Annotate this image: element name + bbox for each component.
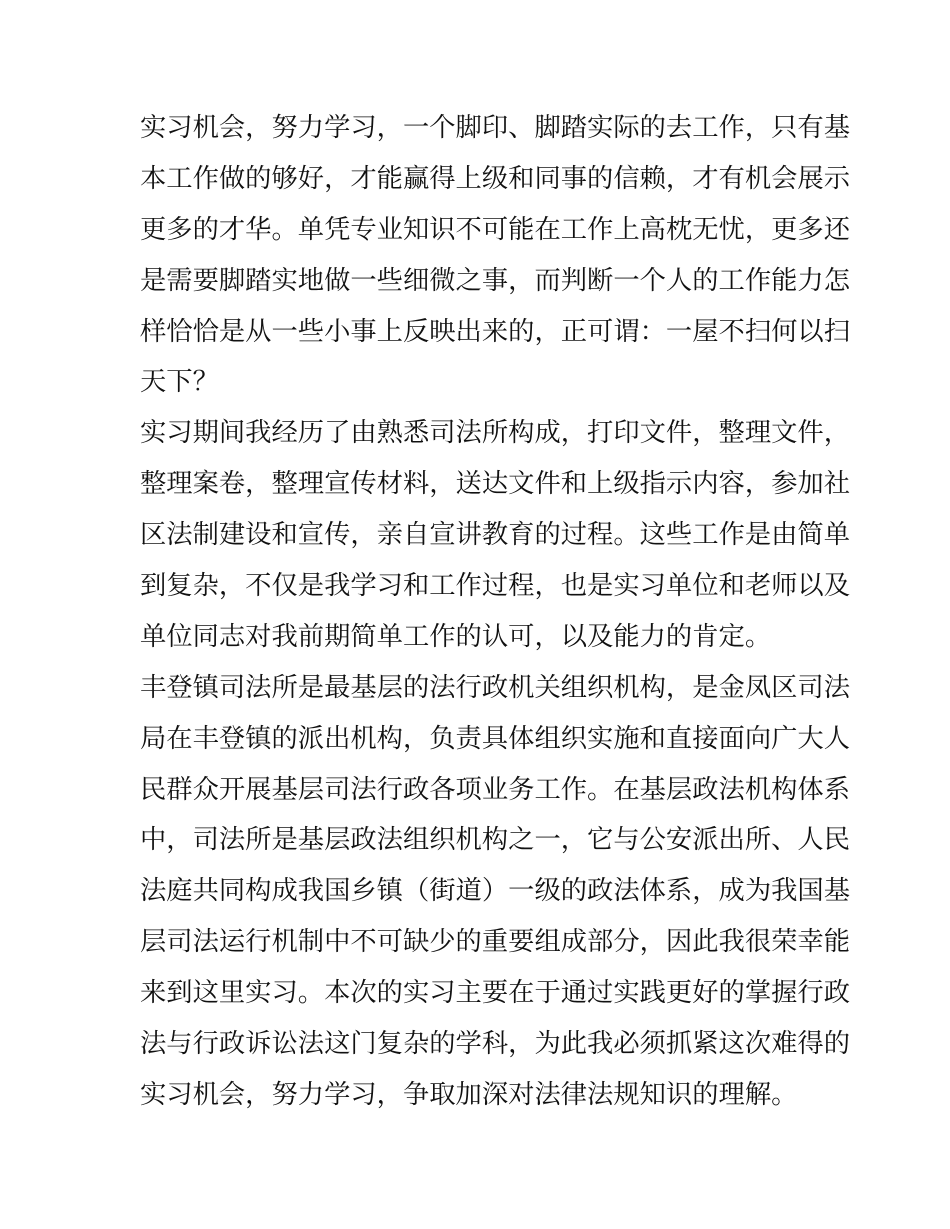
text-line: 实习期间我经历了由熟悉司法所构成，打印文件，整理文件， [140, 418, 851, 449]
document-body [140, 103, 851, 1121]
text-line: 整理案卷，整理宣传材料，送达文件和上级指示内容，参加社 [140, 469, 851, 500]
text-line: 来到这里实习。本次的实习主要在于通过实践更好的掌握行政 [140, 978, 851, 1009]
text-line: 样恰恰是从一些小事上反映出来的，正可谓：一屋不扫何以扫 [140, 316, 851, 347]
text-line: 是需要脚踏实地做一些细微之事，而判断一个人的工作能力怎 [140, 265, 851, 296]
text-line: 层司法运行机制中不可缺少的重要组成部分，因此我很荣幸能 [140, 927, 851, 958]
text-line: 单位同志对我前期简单工作的认可，以及能力的肯定。 [140, 621, 772, 652]
text-line: 到复杂，不仅是我学习和工作过程，也是实习单位和老师以及 [140, 571, 851, 602]
text-line: 天下？ [140, 367, 219, 398]
text-line: 民群众开展基层司法行政各项业务工作。在基层政法机构体系 [140, 774, 851, 805]
text-line: 本工作做的够好，才能赢得上级和同事的信赖，才有机会展示 [140, 163, 851, 194]
text-line: 实习机会，努力学习，一个脚印、脚踏实际的去工作，只有基 [140, 113, 851, 143]
text-line: 中，司法所是基层政法组织机构之一，它与公安派出所、人民 [140, 825, 851, 856]
text-line: 实习机会，努力学习，争取加深对法律法规知识的理解。 [140, 1079, 798, 1110]
text-line: 局在丰登镇的派出机构，负责具体组织实施和直接面向广大人 [140, 723, 851, 754]
text-line: 丰登镇司法所是最基层的法行政机关组织机构，是金凤区司法 [140, 672, 851, 703]
text-line: 区法制建设和宣传，亲自宣讲教育的过程。这些工作是由简单 [140, 520, 851, 551]
text-line: 法庭共同构成我国乡镇（街道）一级的政法体系，成为我国基 [140, 876, 851, 907]
text-line: 法与行政诉讼法这门复杂的学科，为此我必须抓紧这次难得的 [140, 1029, 851, 1060]
text-line: 更多的才华。单凭专业知识不可能在工作上高枕无忧，更多还 [140, 214, 851, 245]
